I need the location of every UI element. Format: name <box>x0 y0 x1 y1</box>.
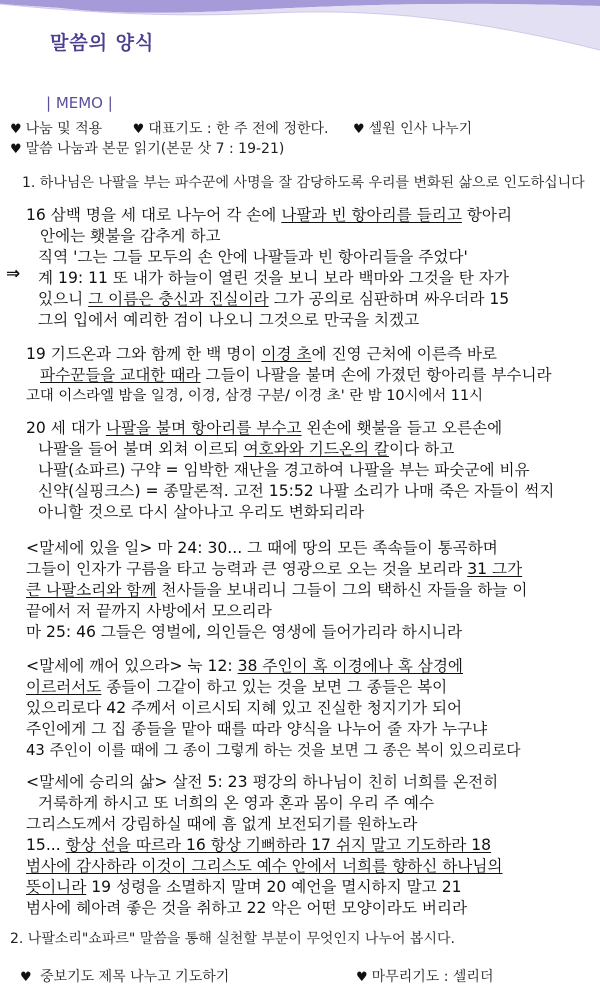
underlined-text: 여호와와 기드온의 칼 <box>243 440 390 458</box>
text-line: 마 25: 46 그들은 영벌에, 의인들은 영생에 들어가리라 하시니라 <box>26 623 463 641</box>
underlined-text: 범사에 감사하라 이것이 그리스도 예수 안에서 너희를 향하신 하나님의 <box>26 857 503 875</box>
legend-item-1-label: 나눔 및 적용 <box>25 121 103 137</box>
passage-block-2 <box>26 344 592 407</box>
text-line: 43 주인이 이를 때에 그 종이 그렇게 하는 것을 보면 그 종은 복이 있으리로다 <box>26 742 521 759</box>
page-title: 말씀의 양식 <box>50 32 155 54</box>
text-line: 있으리로다 42 주께서 이르시되 지혜 있고 진실한 청지기가 되어 <box>26 699 463 717</box>
text-line: 나팔을 들어 불며 외쳐 이르되 여호와와 기드온의 칼이다 하고 <box>38 440 455 458</box>
text-line: 이르러서도 종들이 그같이 하고 있는 것을 보면 그 종들은 복이 <box>26 678 448 696</box>
text-line: 범사에 헤아려 좋은 것을 취하고 22 악은 어떤 모양이라도 버리라 <box>26 899 468 917</box>
passage-block-5 <box>26 656 592 761</box>
text-line: <말세에 승리의 삶> 살전 5: 23 평강의 하나님이 친히 너희를 온전히 <box>26 773 499 791</box>
text-line: 19 기드온과 그와 함께 한 백 명이 이경 초에 진영 근처에 이른즉 바로 <box>26 345 497 363</box>
text-line: 나팔(쇼파르) 구약 = 임박한 재난을 경고하여 나팔을 부는 파숫군에 비유 <box>38 461 530 479</box>
passage-block-6 <box>26 772 592 919</box>
legend-row-2 <box>10 138 284 158</box>
underlined-text: 항상 선을 따르라 16 항상 기뻐하라 17 쉬지 말고 기도하라 18 <box>65 836 492 854</box>
text-line: 계 19: 11 또 내가 하늘이 열린 것을 보니 보라 백마와 그것을 탄 자가 <box>38 269 509 287</box>
text-line: <말세에 있을 일> 마 24: 30... 그 때에 땅의 모든 족속들이 통곡하며 <box>26 539 498 557</box>
text-line <box>26 856 592 877</box>
legend-item-3 <box>353 118 472 138</box>
heart-icon: ♥ <box>352 122 365 137</box>
legend-item-2-label: 대표기도 : 한 주 전에 정한다. <box>148 121 329 137</box>
underlined-text: 뜻이니라 <box>26 878 87 896</box>
underlined-text: 파수꾼들을 교대한 때라 <box>40 366 201 384</box>
text-line: 있으니 그 이름은 충신과 진실이라 그가 공의로 심판하며 싸우더라 15 <box>38 290 510 308</box>
passage-block-3 <box>26 418 592 523</box>
legend-item-2 <box>133 118 329 138</box>
question-2: 2. 나팔소리"쇼파르" 말씀을 통해 실천할 부분이 무엇인지 나누어 봅시다. <box>10 931 455 947</box>
underlined-text: 나팔을 불며 항아리를 부수고 <box>105 419 302 437</box>
text-line: 큰 나팔소리와 함께 천사들을 보내리니 그들이 그의 택하신 자들을 하늘 이 <box>26 581 528 599</box>
text-line: 주인에게 그 집 종들을 맡아 때를 따라 양식을 나누어 줄 자가 누구냐 <box>26 720 488 738</box>
underlined-text: 이르러서도 <box>26 678 102 696</box>
underlined-text: 나팔과 빈 항아리를 들리고 <box>281 206 462 224</box>
question-1: 1. 하나님은 나팔을 부는 파수꾼에 사명을 잘 감당하도록 우리를 변화된 삶으로 인도하십니다 <box>22 175 585 191</box>
legend-item-3-label: 셀원 인사 나누기 <box>368 121 473 137</box>
heart-icon: ♥ <box>10 122 22 137</box>
text-line: 아니할 것으로 다시 살아나고 우리도 변화되리라 <box>38 503 365 521</box>
underlined-text: 31 그가 <box>467 560 523 578</box>
text-line: 16 삼백 명을 세 대로 나누어 각 손에 나팔과 빈 항아리를 들리고 항아리 <box>26 206 513 224</box>
footer-left-label: 중보기도 제목 나누고 기도하기 <box>40 969 230 985</box>
text-line: 20 세 대가 나팔을 불며 항아리를 부수고 왼손에 횃불을 들고 오른손에 <box>26 419 503 437</box>
legend-item-4 <box>10 138 284 158</box>
heart-icon: ♥ <box>20 970 32 985</box>
passage-block-1 <box>26 205 592 331</box>
text-line: 거룩하게 하시고 또 너희의 온 영과 혼과 몸이 우리 주 예수 <box>38 794 435 812</box>
text-line: 그의 입에서 예리한 검이 나오니 그것으로 만국을 치겠고 <box>38 311 420 329</box>
footer-left <box>20 966 229 986</box>
heart-icon: ♥ <box>10 142 22 157</box>
text-line: 안에는 횃불을 감추게 하고 <box>40 227 221 245</box>
legend-item-4-label: 말씀 나눔과 본문 읽기(본문 삿 7 : 19-21) <box>25 141 285 157</box>
text-line: 15... 항상 선을 따르라 16 항상 기뻐하라 17 쉬지 말고 기도하라 18 <box>26 836 492 854</box>
footer-right <box>356 966 493 986</box>
footer-right-label: 마무리기도 : 셀리더 <box>371 969 494 985</box>
text-line: 끝에서 저 끝까지 사방에서 모으리라 <box>26 602 272 620</box>
text-line: 뜻이니라 19 성령을 소멸하지 말며 20 예언을 멸시하지 말고 21 <box>26 878 462 896</box>
text-line: 직역 '그는 그들 모두의 손 안에 나팔들과 빈 항아리들을 주었다' <box>38 248 468 266</box>
memo-label: | MEMO | <box>46 94 113 112</box>
heart-icon: ♥ <box>356 970 368 985</box>
passage-block-4 <box>26 538 592 643</box>
text-line: 그들이 인자가 구름을 타고 능력과 큰 영광으로 오는 것을 보리라 31 그가 <box>26 560 523 578</box>
underlined-text: 큰 나팔소리와 함께 <box>26 581 157 599</box>
arrow-icon: ⇒ <box>6 264 21 284</box>
underlined-text: 38 주인이 혹 이경에나 혹 삼경에 <box>237 657 463 675</box>
text-line: 신약(실핑크스) = 종말론적. 고전 15:52 나팔 소리가 나매 죽은 자들이 썩지 <box>38 482 555 500</box>
text-line: 파수꾼들을 교대한 때라 그들이 나팔을 불며 손에 가졌던 항아리를 부수니라 <box>40 366 552 384</box>
text-line: 그리스도께서 강림하실 때에 흠 없게 보전되기를 원하노라 <box>26 815 418 833</box>
underlined-text: 이경 초 <box>261 345 312 363</box>
legend-row-1 <box>10 118 472 138</box>
heart-icon: ♥ <box>132 122 145 137</box>
text-line: 고대 이스라엘 밤을 일경, 이경, 삼경 구분/ 이경 초' 란 밤 10시에서 11시 <box>26 388 484 404</box>
text-line: <말세에 깨어 있으라> 눅 12: 38 주인이 혹 이경에나 혹 삼경에 <box>26 657 463 675</box>
underlined-text: 그 이름은 충신과 진실이라 <box>88 290 269 308</box>
legend-item-1 <box>10 118 102 138</box>
